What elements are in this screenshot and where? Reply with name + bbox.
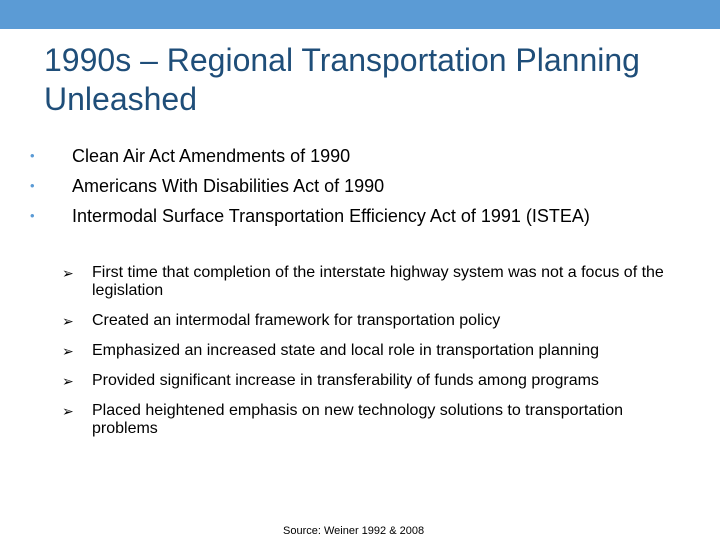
sub-bullet-state-local [62,342,682,360]
main-bullet-list [30,146,690,236]
sub-bullet-intermodal [62,312,682,330]
bullet-text: Americans With Disabilities Act of 1990 [72,176,385,196]
bullet-dot-icon: • [30,208,35,223]
arrow-bullet-icon: ➢ [62,265,74,281]
slide-title: 1990s – Regional Transportation Planning Unleashed [44,42,640,117]
bullet-istea [30,206,690,226]
bullet-dot-icon: • [30,178,35,193]
sub-bullet-technology [62,402,682,438]
sub-bullet-text: Provided significant increase in transferability of funds among programs [92,372,599,389]
bullet-text: Intermodal Surface Transportation Efficiency Act of 1991 (ISTEA) [72,206,590,226]
arrow-bullet-icon: ➢ [62,373,74,389]
sub-bullet-text: Emphasized an increased state and local role in transportation planning [92,342,599,359]
sub-bullet-funds [62,372,682,390]
istea-sub-bullet-list [62,264,682,450]
bullet-clean-air-act [30,146,690,166]
header-accent-bar [0,0,720,29]
sub-bullet-text: Placed heightened emphasis on new technology solutions to transportation problems [92,402,624,437]
arrow-bullet-icon: ➢ [62,403,74,419]
source-citation: Source: Weiner 1992 & 2008 [283,525,425,537]
arrow-bullet-icon: ➢ [62,313,74,329]
arrow-bullet-icon: ➢ [62,343,74,359]
bullet-text: Clean Air Act Amendments of 1990 [72,146,351,166]
sub-bullet-text: Created an intermodal framework for transportation policy [92,312,501,329]
sub-bullet-text: First time that completion of the interstate highway system was not a focus of the legislation [92,264,664,299]
bullet-ada [30,176,690,196]
bullet-dot-icon: • [30,148,35,163]
sub-bullet-interstate [62,264,682,300]
